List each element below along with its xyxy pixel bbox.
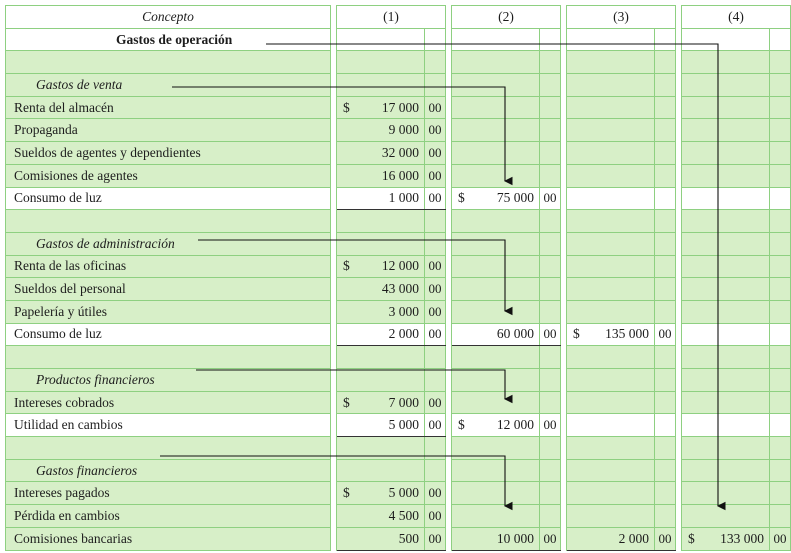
cents-col2 — [540, 482, 561, 505]
concept-cell: Comisiones bancarias — [6, 527, 331, 550]
cents-col4 — [770, 232, 791, 255]
currency-symbol: $ — [688, 530, 695, 546]
cents-col2 — [540, 459, 561, 482]
cents-col4 — [770, 96, 791, 119]
table-row — [6, 300, 791, 323]
amount-col4 — [682, 96, 770, 119]
amount-col3 — [567, 346, 655, 369]
cents-col4 — [770, 142, 791, 165]
cents-col2: 00 — [540, 527, 561, 550]
concept-cell: Comisiones de agentes — [6, 164, 331, 187]
amount-col1 — [337, 255, 425, 278]
amount-col2 — [452, 74, 540, 97]
amount-col2 — [452, 482, 540, 505]
cents-col2 — [540, 346, 561, 369]
cents-col1: 00 — [425, 119, 446, 142]
amount-col3 — [567, 51, 655, 74]
amount-value: 10 000 — [496, 530, 534, 546]
cents-col2 — [540, 51, 561, 74]
amount-col3 — [567, 142, 655, 165]
amount-col4 — [682, 323, 770, 346]
cents-col1: 00 — [425, 414, 446, 437]
header-col1: (1) — [337, 6, 446, 29]
cents-col1: 00 — [425, 187, 446, 210]
amount-col4 — [682, 300, 770, 323]
cents-col1 — [425, 51, 446, 74]
cents-col4 — [770, 28, 791, 51]
amount-col3 — [567, 323, 655, 346]
table-row — [6, 210, 791, 233]
amount-value: 500 — [398, 530, 419, 546]
cents-col3 — [655, 74, 676, 97]
amount-col3 — [567, 119, 655, 142]
cents-col3 — [655, 142, 676, 165]
amount-col3 — [567, 369, 655, 392]
concept-cell: Consumo de luz — [6, 323, 331, 346]
cents-col3 — [655, 232, 676, 255]
header-row — [6, 6, 791, 29]
table-row — [6, 74, 791, 97]
table-row — [6, 119, 791, 142]
amount-col2 — [452, 346, 540, 369]
amount-col4 — [682, 527, 770, 550]
amount-col1 — [337, 96, 425, 119]
amount-col4 — [682, 255, 770, 278]
cents-col4 — [770, 255, 791, 278]
amount-col1 — [337, 459, 425, 482]
concept-cell: Sueldos del personal — [6, 278, 331, 301]
amount-col3 — [567, 482, 655, 505]
amount-col3 — [567, 187, 655, 210]
cents-col1 — [425, 459, 446, 482]
cents-col2 — [540, 278, 561, 301]
amount-value: 2 000 — [388, 326, 419, 342]
table-row — [6, 482, 791, 505]
amount-col3 — [567, 28, 655, 51]
cents-col3 — [655, 437, 676, 460]
amount-col1 — [337, 74, 425, 97]
table-row — [6, 255, 791, 278]
cents-col1: 00 — [425, 164, 446, 187]
currency-symbol: $ — [343, 485, 350, 501]
cents-col4 — [770, 278, 791, 301]
amount-col1 — [337, 391, 425, 414]
concept-cell — [6, 51, 331, 74]
cents-col3 — [655, 96, 676, 119]
amount-col1 — [337, 142, 425, 165]
amount-col1 — [337, 323, 425, 346]
amount-col4 — [682, 164, 770, 187]
amount-col4 — [682, 187, 770, 210]
cents-col1 — [425, 369, 446, 392]
cents-col4 — [770, 74, 791, 97]
concept-cell — [6, 346, 331, 369]
cents-col4 — [770, 119, 791, 142]
cents-col3 — [655, 505, 676, 528]
cents-col4 — [770, 187, 791, 210]
amount-col1 — [337, 346, 425, 369]
amount-col3 — [567, 74, 655, 97]
concept-cell: Intereses cobrados — [6, 391, 331, 414]
cents-col4 — [770, 300, 791, 323]
expense-ledger-table — [5, 5, 791, 551]
amount-col2 — [452, 323, 540, 346]
cents-col1 — [425, 28, 446, 51]
cents-col4 — [770, 51, 791, 74]
cents-col1: 00 — [425, 391, 446, 414]
cents-col1: 00 — [425, 255, 446, 278]
group-heading: Gastos financieros — [6, 459, 331, 482]
amount-col4 — [682, 459, 770, 482]
cents-col3 — [655, 278, 676, 301]
cents-col4 — [770, 437, 791, 460]
concept-cell: Papelería y útiles — [6, 300, 331, 323]
group-heading: Productos financieros — [6, 369, 331, 392]
concept-cell: Renta del almacén — [6, 96, 331, 119]
amount-col2 — [452, 96, 540, 119]
amount-col2 — [452, 459, 540, 482]
concept-cell: Sueldos de agentes y dependientes — [6, 142, 331, 165]
table-row — [6, 323, 791, 346]
table-row — [6, 437, 791, 460]
cents-col3 — [655, 300, 676, 323]
amount-col2 — [452, 28, 540, 51]
table-row — [6, 414, 791, 437]
amount-col4 — [682, 437, 770, 460]
amount-value: 5 000 — [388, 417, 419, 433]
amount-col2 — [452, 300, 540, 323]
amount-col4 — [682, 505, 770, 528]
amount-col2 — [452, 142, 540, 165]
amount-col2 — [452, 437, 540, 460]
cents-col4 — [770, 346, 791, 369]
amount-col3 — [567, 255, 655, 278]
amount-value: 3 000 — [388, 303, 419, 319]
cents-col1 — [425, 210, 446, 233]
concept-cell: Propaganda — [6, 119, 331, 142]
cents-col4 — [770, 210, 791, 233]
table-row — [6, 278, 791, 301]
amount-value: 60 000 — [496, 326, 534, 342]
cents-col4 — [770, 391, 791, 414]
amount-col1 — [337, 414, 425, 437]
amount-col4 — [682, 210, 770, 233]
cents-col1 — [425, 232, 446, 255]
header-col4: (4) — [682, 6, 791, 29]
cents-col1: 00 — [425, 278, 446, 301]
amount-col3 — [567, 391, 655, 414]
amount-col2 — [452, 278, 540, 301]
cents-col2 — [540, 232, 561, 255]
cents-col3: 00 — [655, 527, 676, 550]
amount-col3 — [567, 96, 655, 119]
amount-col4 — [682, 74, 770, 97]
amount-value: 135 000 — [605, 326, 649, 342]
cents-col3 — [655, 391, 676, 414]
amount-col1 — [337, 505, 425, 528]
cents-col1: 00 — [425, 300, 446, 323]
table-row — [6, 527, 791, 550]
amount-col3 — [567, 278, 655, 301]
table-row — [6, 505, 791, 528]
amount-value: 5 000 — [388, 485, 419, 501]
cents-col3 — [655, 119, 676, 142]
concept-cell: Renta de las oficinas — [6, 255, 331, 278]
table-row — [6, 391, 791, 414]
cents-col3 — [655, 210, 676, 233]
currency-symbol: $ — [343, 99, 350, 115]
cents-col4 — [770, 369, 791, 392]
amount-col1 — [337, 369, 425, 392]
cents-col2 — [540, 255, 561, 278]
cents-col1 — [425, 437, 446, 460]
amount-col1 — [337, 527, 425, 550]
cents-col2 — [540, 210, 561, 233]
table-row — [6, 232, 791, 255]
amount-value: 12 000 — [496, 417, 534, 433]
amount-col1 — [337, 437, 425, 460]
cents-col2 — [540, 164, 561, 187]
concept-cell — [6, 210, 331, 233]
amount-col2 — [452, 232, 540, 255]
cents-col1: 00 — [425, 505, 446, 528]
cents-col2 — [540, 96, 561, 119]
cents-col1: 00 — [425, 527, 446, 550]
currency-symbol: $ — [343, 258, 350, 274]
amount-col2 — [452, 369, 540, 392]
amount-col1 — [337, 187, 425, 210]
amount-col1 — [337, 232, 425, 255]
cents-col3 — [655, 28, 676, 51]
amount-col3 — [567, 459, 655, 482]
cents-col4 — [770, 459, 791, 482]
currency-symbol: $ — [458, 417, 465, 433]
amount-col1 — [337, 164, 425, 187]
cents-col4 — [770, 505, 791, 528]
table-row — [6, 459, 791, 482]
cents-col1: 00 — [425, 142, 446, 165]
amount-col4 — [682, 346, 770, 369]
header-col3: (3) — [567, 6, 676, 29]
amount-col2 — [452, 51, 540, 74]
cents-col2 — [540, 437, 561, 460]
cents-col4 — [770, 323, 791, 346]
cents-col2: 00 — [540, 323, 561, 346]
amount-col4 — [682, 142, 770, 165]
table-row — [6, 51, 791, 74]
amount-col3 — [567, 437, 655, 460]
amount-value: 2 000 — [618, 530, 649, 546]
amount-value: 7 000 — [388, 394, 419, 410]
concept-cell: Consumo de luz — [6, 187, 331, 210]
section-title: Gastos de operación — [6, 28, 331, 51]
table-row — [6, 369, 791, 392]
currency-symbol: $ — [343, 394, 350, 410]
group-heading: Gastos de administración — [6, 232, 331, 255]
cents-col3 — [655, 187, 676, 210]
amount-col3 — [567, 164, 655, 187]
cents-col3 — [655, 164, 676, 187]
amount-col2 — [452, 119, 540, 142]
amount-col2 — [452, 187, 540, 210]
concept-cell: Utilidad en cambios — [6, 414, 331, 437]
cents-col2 — [540, 300, 561, 323]
amount-value: 16 000 — [381, 167, 419, 183]
cents-col1 — [425, 74, 446, 97]
amount-value: 1 000 — [388, 190, 419, 206]
amount-col4 — [682, 391, 770, 414]
amount-col4 — [682, 414, 770, 437]
amount-value: 75 000 — [496, 190, 534, 206]
cents-col3 — [655, 255, 676, 278]
currency-symbol: $ — [573, 326, 580, 342]
cents-col4 — [770, 482, 791, 505]
cents-col4: 00 — [770, 527, 791, 550]
amount-col4 — [682, 278, 770, 301]
currency-symbol: $ — [458, 190, 465, 206]
amount-col4 — [682, 482, 770, 505]
cents-col1: 00 — [425, 482, 446, 505]
amount-col2 — [452, 255, 540, 278]
amount-col3 — [567, 210, 655, 233]
amount-col2 — [452, 164, 540, 187]
cents-col2 — [540, 142, 561, 165]
amount-col3 — [567, 527, 655, 550]
amount-col3 — [567, 414, 655, 437]
cents-col2 — [540, 369, 561, 392]
amount-col4 — [682, 28, 770, 51]
amount-col1 — [337, 51, 425, 74]
amount-col4 — [682, 232, 770, 255]
cents-col3 — [655, 482, 676, 505]
concept-cell — [6, 437, 331, 460]
cents-col3 — [655, 414, 676, 437]
cents-col1 — [425, 346, 446, 369]
amount-col4 — [682, 369, 770, 392]
amount-col4 — [682, 119, 770, 142]
amount-col3 — [567, 505, 655, 528]
table-row — [6, 28, 791, 51]
cents-col2: 00 — [540, 414, 561, 437]
cents-col3 — [655, 459, 676, 482]
amount-col1 — [337, 28, 425, 51]
amount-value: 17 000 — [381, 99, 419, 115]
cents-col2 — [540, 505, 561, 528]
cents-col3: 00 — [655, 323, 676, 346]
amount-value: 12 000 — [381, 258, 419, 274]
amount-value: 43 000 — [381, 281, 419, 297]
group-heading: Gastos de venta — [6, 74, 331, 97]
amount-col2 — [452, 527, 540, 550]
cents-col3 — [655, 346, 676, 369]
amount-col2 — [452, 414, 540, 437]
amount-col1 — [337, 278, 425, 301]
cents-col1: 00 — [425, 323, 446, 346]
table-row — [6, 142, 791, 165]
table-row — [6, 346, 791, 369]
amount-col3 — [567, 232, 655, 255]
cents-col3 — [655, 369, 676, 392]
amount-col1 — [337, 210, 425, 233]
amount-col4 — [682, 51, 770, 74]
header-col2: (2) — [452, 6, 561, 29]
cents-col2 — [540, 119, 561, 142]
cents-col2 — [540, 74, 561, 97]
amount-value: 32 000 — [381, 144, 419, 160]
concept-cell: Intereses pagados — [6, 482, 331, 505]
concept-cell: Pérdida en cambios — [6, 505, 331, 528]
cents-col4 — [770, 164, 791, 187]
amount-col1 — [337, 482, 425, 505]
amount-value: 133 000 — [720, 530, 764, 546]
amount-col2 — [452, 505, 540, 528]
amount-col2 — [452, 391, 540, 414]
amount-col1 — [337, 119, 425, 142]
table-row — [6, 96, 791, 119]
amount-col1 — [337, 300, 425, 323]
cents-col2 — [540, 391, 561, 414]
cents-col4 — [770, 414, 791, 437]
cents-col3 — [655, 51, 676, 74]
cents-col2 — [540, 28, 561, 51]
table-row — [6, 187, 791, 210]
cents-col2: 00 — [540, 187, 561, 210]
amount-col3 — [567, 300, 655, 323]
amount-col2 — [452, 210, 540, 233]
amount-value: 4 500 — [388, 507, 419, 523]
table-row — [6, 164, 791, 187]
cents-col1: 00 — [425, 96, 446, 119]
header-concept: Concepto — [6, 6, 331, 29]
amount-value: 9 000 — [388, 122, 419, 138]
